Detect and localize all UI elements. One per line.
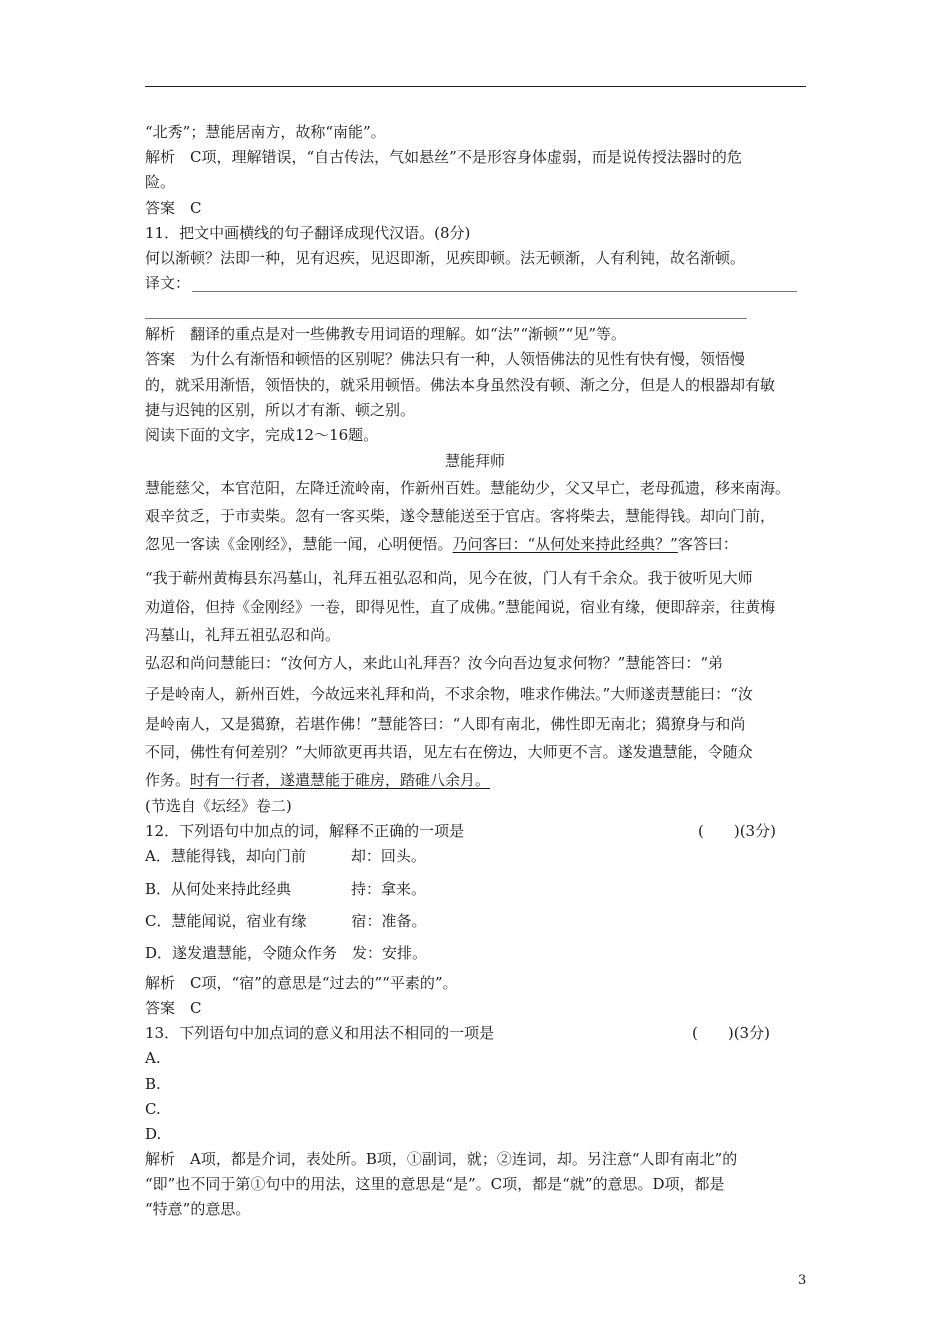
text-line: 解析 C项，“宿”的意思是“过去的”“平素的”。 — [145, 974, 458, 992]
passage-line: 子是岭南人，新州百姓，今故远来礼拜和尚，不求余物，唯求作佛法。”大师遂责慧能曰：“汝 — [145, 685, 753, 703]
question-score: ( )(3分) — [692, 1024, 770, 1042]
option-d: D．遂发遣慧能，令随众作务 发：安排。 — [145, 944, 428, 962]
question-13: 13．下列语句中加点词的意义和用法不相同的一项是 — [145, 1024, 495, 1042]
passage-title: 慧能拜师 — [444, 452, 505, 470]
passage-line: 艰辛贫乏，于市卖柴。忽有一客买柴，遂令慧能送至于官店。客将柴去，慧能得钱。却向门前， — [145, 507, 776, 525]
passage-line: 冯墓山，礼拜五祖弘忍和尚。 — [145, 626, 341, 644]
passage-line: 是岭南人，又是獦獠，若堪作佛！”慧能答曰：“人即有南北，佛性即无南北；獦獠身与和尚 — [145, 715, 746, 733]
option-a: A. — [145, 1049, 161, 1067]
text-line: “北秀”；慧能居南方，故称“南能”。 — [145, 123, 386, 141]
passage-line: 忽见一客读《金刚经》，慧能一闻，心明便悟。乃问客曰：“从何处来持此经典？”客答曰： — [145, 535, 738, 553]
option-a: A．慧能得钱，却向门前 却：回头。 — [145, 847, 426, 865]
text-line: “特意”的意思。 — [145, 1200, 251, 1218]
text-line: 捷与迟钝的区别，所以才有渐、顿之别。 — [145, 401, 416, 419]
passage-line: 弘忍和尚问慧能曰：“汝何方人，来此山礼拜吾？汝今向吾边复求何物？”慧能答曰：“弟 — [145, 654, 724, 672]
text-line: 答案 为什么有渐悟和顿悟的区别呢？佛法只有一种，人领悟佛法的见性有快有慢，领悟慢 — [145, 350, 746, 368]
answer-blank — [145, 318, 747, 319]
passage-line: 劝道俗，但持《金刚经》一卷，即得见性，直了成佛。”慧能闻说，宿业有缘，便即辞亲，往黄梅 — [145, 598, 776, 616]
text-line: 答案 C — [145, 199, 202, 217]
text-line: “即”也不同于第①句中的用法，这里的意思是“是”。C项，都是“就”的意思。D项，都是 — [145, 1175, 725, 1193]
question-score: ( )(3分) — [698, 822, 776, 840]
text-line: 答案 C — [145, 999, 202, 1017]
translation-label: 译文： — [145, 274, 191, 292]
text-line: 何以渐顿？法即一种，见有迟疾，见迟即渐，见疾即顿。法无顿渐，人有利钝，故名渐顿。 — [145, 249, 746, 267]
option-d: D. — [145, 1125, 162, 1143]
passage-line: “我于蕲州黄梅县东冯墓山，礼拜五祖弘忍和尚，见今在彼，门人有千余众。我于彼听见大师 — [145, 569, 753, 587]
option-b: B. — [145, 1075, 161, 1093]
question-11: 11．把文中画横线的句子翻译成现代汉语。(8分) — [145, 224, 471, 242]
passage-line: 不同，佛性有何差别？”大师欲更再共语，见左右在傍边，大师更不言。遂发遣慧能，令随众 — [145, 743, 753, 761]
text-line: 解析 C项，理解错误，“自古传法，气如悬丝”不是形容身体虚弱，而是说传授法器时的危 — [145, 148, 742, 166]
underlined-sentence: 时有一行者，遂遣慧能于碓房，踏碓八余月。 — [190, 771, 491, 789]
answer-blank — [192, 291, 797, 292]
underlined-sentence: 乃问客曰：“从何处来持此经典？” — [452, 535, 678, 553]
text-line: 阅读下面的文字，完成12～16题。 — [145, 426, 379, 444]
text-line: 解析 翻译的重点是对一些佛教专用词语的理解。如“法”“渐顿”“见”等。 — [145, 325, 627, 343]
text-line: 险。 — [145, 173, 176, 191]
text-line: 解析 A项，都是介词，表处所。B项，①副词，就；②连词，却。另注意“人即有南北”的 — [145, 1150, 738, 1168]
option-c: C. — [145, 1100, 161, 1118]
passage-line: 作务。时有一行者，遂遣慧能于碓房，踏碓八余月。 — [145, 771, 491, 789]
header-rule — [145, 86, 806, 87]
text-line: 的，就采用渐悟，领悟快的，就采用顿悟。佛法本身虽然没有顿、渐之分，但是人的根器却有敏 — [145, 376, 776, 394]
passage-line: 慧能慈父，本官范阳，左降迁流岭南，作新州百姓。慧能幼少，父又早亡，老母孤遗，移来南海。 — [145, 479, 791, 497]
option-b: B．从何处来持此经典 持：拿来。 — [145, 880, 427, 898]
source-note: (节选自《坛经》卷二) — [145, 797, 292, 815]
page-number: 3 — [798, 1273, 807, 1288]
question-12: 12．下列语句中加点的词，解释不正确的一项是 — [145, 822, 465, 840]
option-c: C．慧能闻说，宿业有缘 宿：准备。 — [145, 912, 427, 930]
